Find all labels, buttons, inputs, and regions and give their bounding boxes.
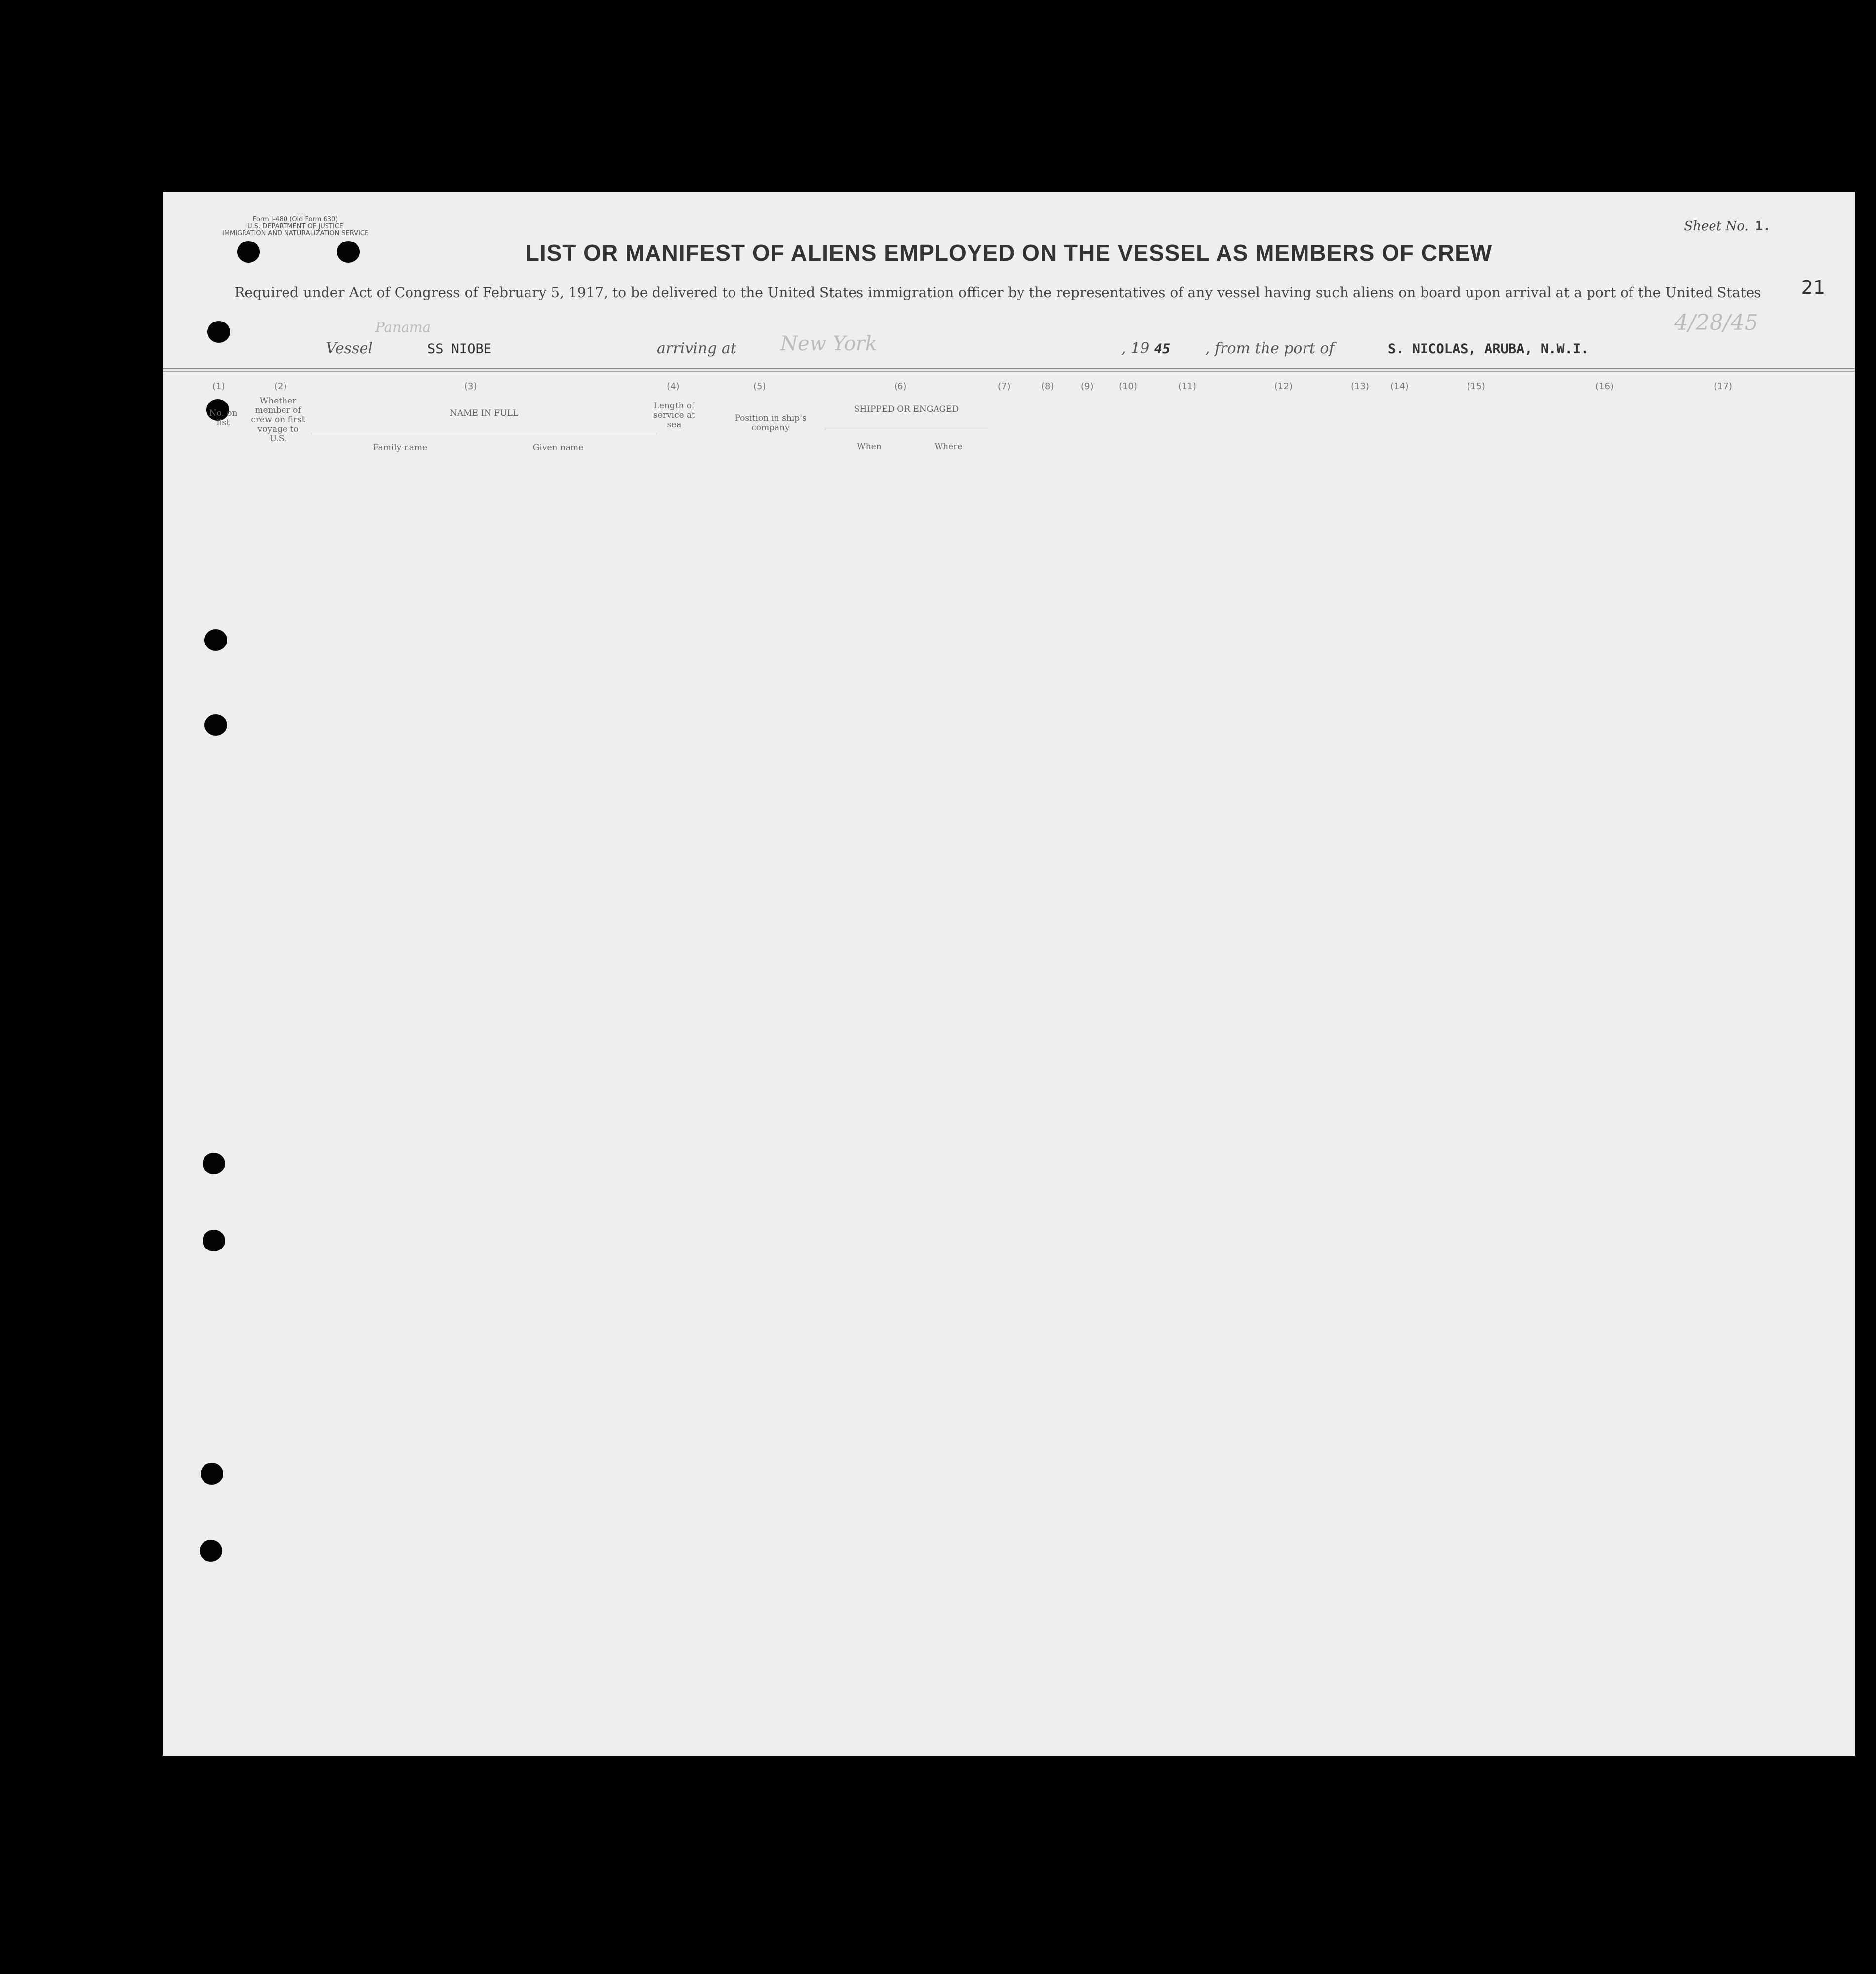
punch-hole xyxy=(204,714,227,736)
vessel-label: Vessel xyxy=(326,340,373,357)
handwritten-date: 4/28/45 xyxy=(1674,310,1758,335)
manifest-sheet: Form I-480 (Old Form 630) U.S. DEPARTMENT OF JUSTICE IMMIGRATION AND NATURALIZATION SERVICE Sheet No. 1. 21 LIST OR MANIFEST OF ALIENS EMPLOYED ON THE VESSEL AS MEMBERS OF CREW Required under Act of Congress of February 5, 1917, to be delivered to the United States immigration officer by the representatives of any vessel having such aliens on board upon arrival at a port of the United States Vessel Panama SS NIOBE arriving at New York , 19 45 , from the port of S. NICOLAS, ARUBA, N.W.I. 4/28/45 (1) (2) (3) (4) (5) (6) (7) (8) (9) (10) (11) (12) (13) (14) (15) (16) (17) No. on list Whether member of crew on first voyage to U.S. NAME IN FULL Family name Given name Length of service at sea Position in ship's company SHIPPED OR ENGAGED When Where xyxy=(163,192,1855,1756)
punch-hole xyxy=(207,321,230,343)
handwritten-flag: Panama xyxy=(375,319,431,335)
punch-hole xyxy=(200,1540,222,1562)
punch-hole xyxy=(204,629,227,651)
col-header-position: Position in ship's company xyxy=(734,413,807,433)
col-header-first-voyage: Whether member of crew on first voyage to U.S. xyxy=(251,396,305,443)
sheet-number: Sheet No. 1. xyxy=(1684,219,1771,234)
header-rule xyxy=(163,368,1855,369)
from-port-label: , from the port of xyxy=(1205,340,1335,357)
col-header-family-name: Family name xyxy=(372,443,428,453)
col-header-name: NAME IN FULL xyxy=(449,408,519,418)
col-header-no: No. on list xyxy=(209,408,238,428)
year-prefix: , 19 45 xyxy=(1121,340,1171,357)
vessel-name: SS NIOBE xyxy=(427,341,492,357)
col-header-shipped: SHIPPED OR ENGAGED xyxy=(854,404,959,414)
page-number: 21 xyxy=(1801,277,1825,298)
punch-hole xyxy=(201,1463,223,1485)
manifest-subtitle: Required under Act of Congress of February 5, 1917, to be delivered to the United States immigration officer by the representatives of any vessel having such aliens on board upon arrival at a port of the United States xyxy=(234,284,1761,301)
col-header-when: When xyxy=(857,442,882,452)
manifest-title: LIST OR MANIFEST OF ALIENS EMPLOYED ON THE VESSEL AS MEMBERS OF CREW xyxy=(525,240,1493,266)
arriving-label: arriving at xyxy=(657,340,736,357)
punch-hole xyxy=(203,1153,225,1174)
form-identifier: Form I-480 (Old Form 630) U.S. DEPARTMENT OF JUSTICE IMMIGRATION AND NATURALIZATION SERVICE xyxy=(222,216,369,237)
col-header-given-name: Given name xyxy=(532,443,584,453)
header-rule xyxy=(163,371,1855,372)
punch-hole xyxy=(203,1230,225,1251)
arriving-port: New York xyxy=(780,332,877,355)
from-port: S. NICOLAS, ARUBA, N.W.I. xyxy=(1388,341,1589,357)
col-header-where: Where xyxy=(934,442,963,452)
col-header-service: Length of service at sea xyxy=(653,401,695,430)
